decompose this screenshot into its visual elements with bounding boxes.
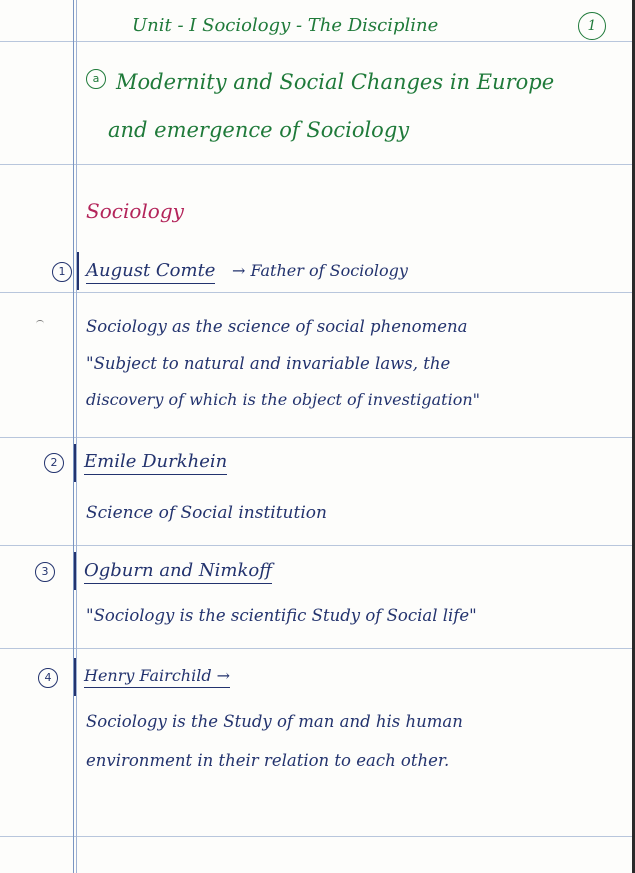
topic-marker: a: [86, 69, 106, 89]
entry-name-3: [84, 562, 272, 580]
margin-line: [76, 0, 77, 873]
entry-name-text: Henry Fairchild →: [84, 666, 230, 688]
ruled-line: [0, 41, 635, 42]
entry-name-2: [84, 453, 227, 471]
entry-name-1: [86, 262, 215, 280]
entry-bar: [74, 658, 76, 696]
entry-4-line-1: Sociology is the Study of man and his human: [86, 712, 463, 731]
entry-number-3: 3: [35, 562, 55, 582]
entry-name-4: [84, 668, 230, 684]
entry-name-text: Ogburn and Nimkoff: [84, 560, 272, 584]
topic-line-1: Modernity and Social Changes in Europe: [116, 70, 555, 94]
entry-number-1: 1: [52, 262, 72, 282]
ruled-line: [0, 836, 635, 837]
margin-tick-mark: [36, 320, 44, 327]
entry-bar: [74, 552, 76, 590]
page-number: 1: [578, 12, 606, 40]
topic-line-2: and emergence of Sociology: [108, 118, 410, 142]
entry-name-text: Emile Durkhein: [84, 451, 227, 475]
section-heading: Sociology: [86, 199, 184, 223]
unit-title: Unit - I Sociology - The Discipline: [132, 15, 439, 36]
ruled-line: [0, 545, 635, 546]
entry-bar: [74, 444, 76, 482]
margin-line: [73, 0, 74, 873]
ruled-line: [0, 437, 635, 438]
ruled-line: [0, 648, 635, 649]
entry-1-line-1: Sociology as the science of social phenomena: [86, 317, 468, 336]
ruled-line: [0, 292, 635, 293]
entry-3-line-1: "Sociology is the scientific Study of Social life": [86, 606, 477, 625]
entry-name-text: August Comte: [86, 260, 215, 284]
entry-bar: [77, 252, 79, 290]
entry-1-line-2: "Subject to natural and invariable laws, the: [86, 354, 451, 373]
ruled-line: [0, 164, 635, 165]
entry-2-line-1: Science of Social institution: [86, 503, 327, 523]
entry-number-4: 4: [38, 668, 58, 688]
entry-number-2: 2: [44, 453, 64, 473]
entry-1-line-3: discovery of which is the object of investigation": [86, 390, 480, 409]
entry-4-line-2: environment in their relation to each other.: [86, 751, 450, 770]
entry-title-suffix-1: → Father of Sociology: [232, 261, 408, 280]
